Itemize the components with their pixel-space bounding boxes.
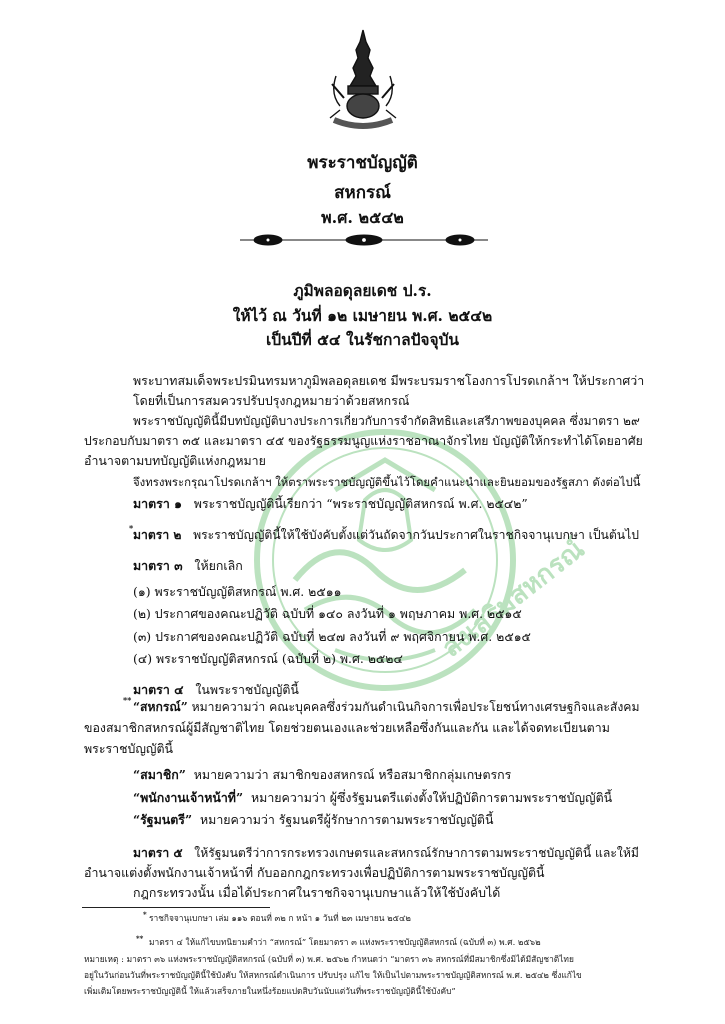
definition-member-term: “สมาชิก” <box>133 767 186 782</box>
section-1 <box>133 496 528 512</box>
section-5 <box>133 845 639 861</box>
footnote-rule <box>82 907 270 908</box>
repeal-item-3: (๓) ประกาศของคณะปฏิวัติ ฉบับที่ ๒๔๗ ลงวันที่ ๙ พฤศจิกายน พ.ศ. ๒๕๑๕ <box>133 629 531 644</box>
section-2 <box>133 527 639 543</box>
section-4 <box>133 682 299 698</box>
king-signature-name: ภูมิพลอดุลยเดช ป.ร. <box>293 281 432 300</box>
definition-cooperative-line-2: ของสมาชิกสหกรณ์ผู้มีสัญชาติไทย โดยช่วยตนเองและช่วยเหลือซึ่งกันและกัน และได้จดทะเบียนตาม <box>84 720 610 735</box>
footnote-1: ราชกิจจานุเบกษา เล่ม ๑๑๖ ตอนที่ ๓๒ ก หน้า ๑ วันที่ ๒๓ เมษายน ๒๕๔๒ <box>149 913 411 923</box>
definition-official <box>133 790 612 806</box>
section-5-label: มาตรา ๕ <box>133 846 183 860</box>
seal-text: ส่งเสริมสหกรณ์ <box>436 534 591 664</box>
reign-year: เป็นปีที่ ๕๔ ในรัชกาลปัจจุบัน <box>265 330 460 349</box>
footnote-note-line-3: เพิ่มเติมโดยพระราชบัญญัตินี้ ให้แล้วเสร็จภายในหนึ่งร้อยแปดสิบวันนับแต่วันที่พระราชบัญญัตินี้ใช้บังคับ” <box>84 986 456 996</box>
act-year: พ.ศ. ๒๕๔๒ <box>321 208 404 227</box>
definition-official-term: “พนักงานเจ้าหน้าที่” <box>133 790 244 805</box>
section-2-label: มาตรา ๒ <box>133 528 182 542</box>
repeal-item-1: (๑) พระราชบัญญัติสหกรณ์ พ.ศ. ๒๕๑๑ <box>133 584 342 599</box>
ornament-divider-icon <box>240 231 488 249</box>
section-4-label: มาตรา ๔ <box>133 682 184 697</box>
section-4-text: ในพระราชบัญญัตินี้ <box>195 682 299 697</box>
definition-minister-term: “รัฐมนตรี” <box>133 812 193 827</box>
definition-minister <box>133 812 493 828</box>
preamble-line-4: ประกอบกับมาตรา ๓๕ และมาตรา ๔๕ ของรัฐธรรมนูญแห่งราชอาณาจักรไทย บัญญัติให้กระทำได้โดยอาศัย <box>84 434 643 448</box>
footnote-2: มาตรา ๔ ให้แก้ไขบทนิยามคำว่า “สหกรณ์” โดยมาตรา ๓ แห่งพระราชบัญญัติสหกรณ์ (ฉบับที่ ๓) พ.ศ. ๒๕๖๒ <box>149 937 541 947</box>
footnote-note-line-2: อยู่ในวันก่อนวันที่พระราชบัญญัตินี้ใช้บังคับ ให้สหกรณ์ดำเนินการ ปรับปรุง แก้ไข ให้เป็นไปตามพระราชบัญญัติสหกรณ์ พ.ศ. ๒๕๔๒ ซึ่งแก้ไข <box>84 970 582 980</box>
section-2-text: พระราชบัญญัตินี้ให้ใช้บังคับตั้งแต่วันถัดจากวันประกาศในราชกิจจานุเบกษา เป็นต้นไป <box>193 528 640 542</box>
preamble-line-5: อำนาจตามบทบัญญัติแห่งกฎหมาย <box>84 453 266 468</box>
section-5-line-3: กฎกระทรวงนั้น เมื่อได้ประกาศในราชกิจจานุเบกษาแล้วให้ใช้บังคับได้ <box>133 885 501 900</box>
definition-cooperative-line-3: พระราชบัญญัตินี้ <box>84 741 173 756</box>
preamble-line-6: จึงทรงพระกรุณาโปรดเกล้าฯ ให้ตราพระราชบัญญัติขึ้นไว้โดยคำแนะนำและยินยอมของรัฐสภา ดังต่อไปนี้ <box>133 475 641 489</box>
definition-minister-text: หมายความว่า รัฐมนตรีผู้รักษาการตามพระราชบัญญัตินี้ <box>199 812 494 827</box>
definition-cooperative <box>133 699 639 715</box>
preamble-line-2: โดยที่เป็นการสมควรปรับปรุงกฎหมายว่าด้วยสหกรณ์ <box>133 393 410 408</box>
section-1-text: พระราชบัญญัตินี้เรียกว่า “พระราชบัญญัติสหกรณ์ พ.ศ. ๒๕๔๒” <box>193 496 528 511</box>
royal-emblem-icon <box>326 28 400 134</box>
footnote-note-line-1: หมายเหตุ : มาตรา ๓๖ แห่งพระราชบัญญัติสหกรณ์ (ฉบับที่ ๓) พ.ศ. ๒๕๖๒ กำหนดว่า “มาตรา ๓๖ สหกรณ์ที่มีสมาชิกซึ่งมิได้มีสัญชาติไทย <box>84 954 574 964</box>
section-1-label: มาตรา ๑ <box>133 496 182 511</box>
definition-member <box>133 767 511 783</box>
repeal-item-4: (๔) พระราชบัญญัติสหกรณ์ (ฉบับที่ ๒) พ.ศ. ๒๕๒๔ <box>133 651 403 666</box>
given-date: ให้ไว้ ณ วันที่ ๑๒ เมษายน พ.ศ. ๒๕๔๒ <box>232 306 493 325</box>
definition-official-text: หมายความว่า ผู้ซึ่งรัฐมนตรีแต่งตั้งให้ปฏิบัติการตามพระราชบัญญัตินี้ <box>250 790 613 805</box>
act-subject: สหกรณ์ <box>334 183 391 203</box>
preamble-line-3: พระราชบัญญัตินี้มีบทบัญญัติบางประการเกี่ยวกับการจำกัดสิทธิและเสรีภาพของบุคคล ซึ่งมาตรา ๒๙ <box>133 414 640 428</box>
section-2-footnote-mark: * <box>129 523 134 533</box>
definition-cooperative-text: หมายความว่า คณะบุคคลซึ่งร่วมกันดำเนินกิจการเพื่อประโยชน์ทางเศรษฐกิจและสังคม <box>191 700 640 714</box>
section-5-line-2: อำนาจแต่งตั้งพนักงานเจ้าหน้าที่ กับออกกฎกระทรวงเพื่อปฏิบัติการตามพระราชบัญญัตินี้ <box>84 865 545 880</box>
repeal-item-2: (๒) ประกาศของคณะปฏิวัติ ฉบับที่ ๑๔๐ ลงวันที่ ๑ พฤษภาคม พ.ศ. ๒๕๑๕ <box>133 606 522 621</box>
section-3 <box>133 558 243 574</box>
definition-member-text: หมายความว่า สมาชิกของสหกรณ์ หรือสมาชิกกลุ่มเกษตรกร <box>193 767 512 782</box>
section-3-label: มาตรา ๓ <box>133 558 183 573</box>
section-3-text: ให้ยกเลิก <box>194 558 243 573</box>
section-5-text: ให้รัฐมนตรีว่าการกระทรวงเกษตรและสหกรณ์รักษาการตามพระราชบัญญัตินี้ และให้มี <box>194 846 639 860</box>
definition-cooperative-term: “สหกรณ์” <box>133 700 188 714</box>
footnote-1-mark: * <box>143 910 147 919</box>
preamble-line-1: พระบาทสมเด็จพระปรมินทรมหาภูมิพลอดุลยเดช มีพระบรมราชโองการโปรดเกล้าฯ ให้ประกาศว่า <box>133 373 645 388</box>
definition-footnote-mark: ** <box>123 695 132 705</box>
footnote-2-mark: ** <box>136 934 144 943</box>
act-title: พระราชบัญญัติ <box>307 153 418 173</box>
